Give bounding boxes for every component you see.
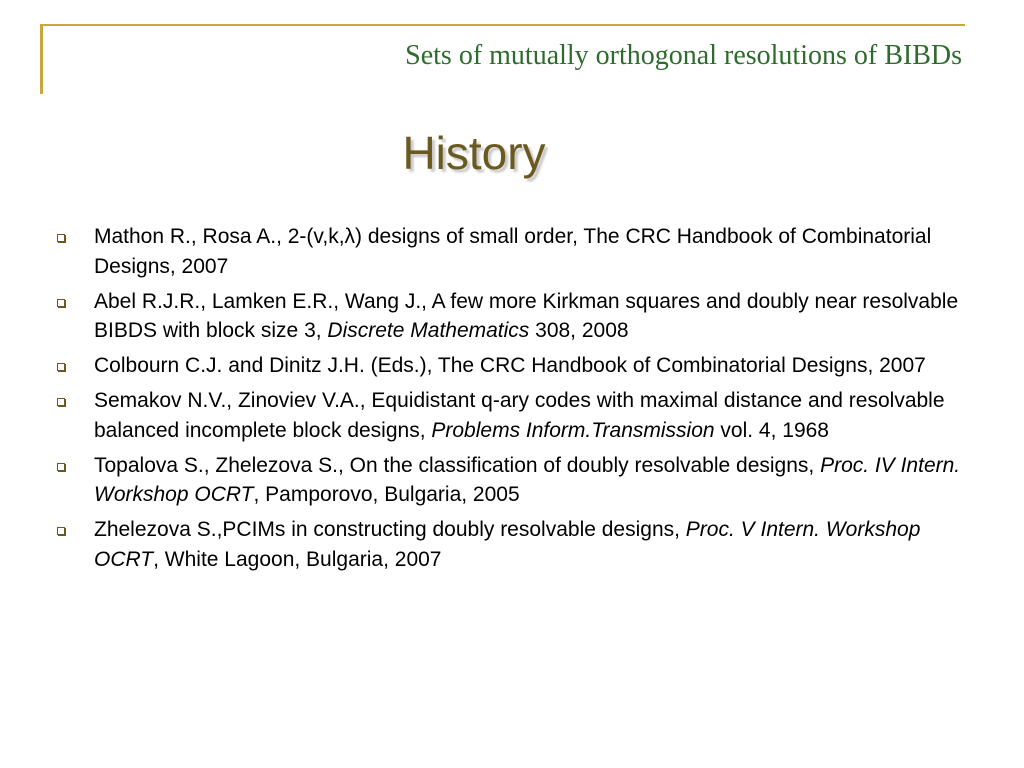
reference-item [54, 515, 969, 574]
reference-text-part: Abel R.J.R., Lamken E.R., Wang J., A few more Kirkman squares and doubly near resolvable BIBDS with block size 3, [94, 289, 959, 342]
reference-text [94, 354, 926, 377]
reference-item [54, 451, 969, 510]
hollow-square-bullet-icon [57, 463, 65, 471]
reference-text [94, 225, 931, 278]
reference-text-part: Mathon R., Rosa A., 2-(v,k,λ) designs of small order, The CRC Handbook of Combinatorial Designs, 2007 [94, 225, 932, 278]
frame-vertical-line [40, 24, 43, 94]
reference-text-part: Colbourn C.J. and Dinitz J.H. (Eds.), The CRC Handbook of Combinatorial Designs, 2007 [94, 354, 926, 377]
reference-source-title: Problems Inform.Transmission [431, 418, 715, 442]
hollow-square-bullet-icon [57, 234, 65, 242]
reference-source-title: Proc. IV Intern. Workshop OCRT [94, 453, 961, 506]
reference-text-part: Topalova S., Zhelezova S., On the classification of doubly resolvable designs, [94, 453, 821, 477]
reference-source-title: Proc. V Intern. Workshop OCRT [94, 518, 921, 571]
hollow-square-bullet-icon [57, 398, 65, 406]
reference-text-part: , White Lagoon, Bulgaria, 2007 [153, 547, 442, 571]
reference-item [54, 287, 969, 346]
slide-heading-wrapper [0, 126, 1024, 180]
header-title: Sets of mutually orthogonal resolutions of BIBDs [405, 40, 962, 71]
reference-text [94, 518, 920, 571]
reference-list [54, 222, 969, 580]
reference-item [54, 351, 969, 381]
hollow-square-bullet-icon [57, 363, 65, 371]
reference-text-part: Semakov N.V., Zinoviev V.A., Equidistant q-ary codes with maximal distance and resolvable balanced incomplete block designs, [94, 389, 945, 442]
hollow-square-bullet-icon [57, 299, 65, 307]
reference-text [94, 454, 960, 507]
reference-item [54, 386, 969, 445]
frame-horizontal-line [40, 24, 965, 26]
hollow-square-bullet-icon [57, 527, 65, 535]
reference-text-part: Zhelezova S.,PCIMs in constructing doubly resolvable designs, [94, 518, 686, 541]
reference-text-part: , Pamporovo, Bulgaria, 2005 [253, 483, 520, 506]
reference-item [54, 222, 969, 281]
reference-text [94, 290, 958, 343]
reference-text [94, 389, 945, 442]
reference-text-part: vol. 4, 1968 [714, 418, 829, 442]
reference-source-title: Discrete Mathematics [327, 319, 530, 342]
slide-heading: History [402, 127, 546, 179]
reference-text-part: 308, 2008 [529, 319, 629, 342]
